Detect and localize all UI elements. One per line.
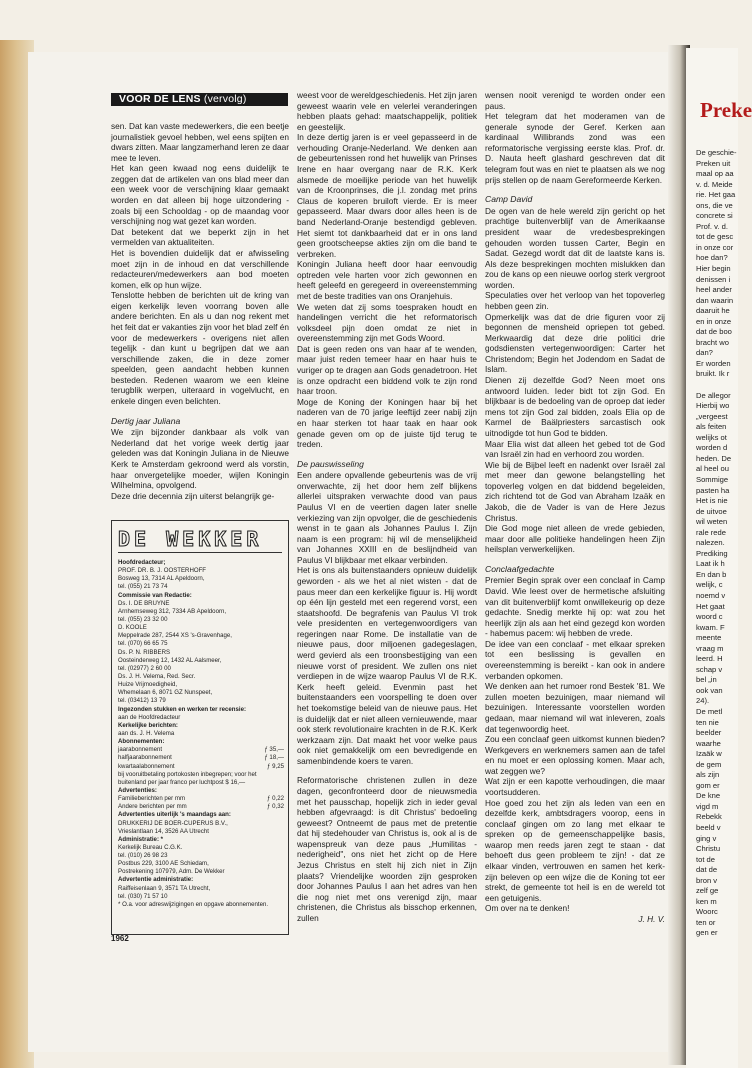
paragraph: Het kan geen kwaad nog eens duidelijk te zeggen dat de artikelen van ons blad meer dan een week voor de verschijning klaar gemaakt worden en dat alleen bij hoge uitzondering - zoals bij een Schooldag - op de maandag voor verschijning nog wat gezet kan worden.	[111, 163, 289, 227]
paragraph: Tenslotte hebben de berichten uit de kring van eigen kerkelijk leven voorrang boven alle andere berichten. En als u dan nog rekent met het feit dat er vakanties zijn voor het blad zelf én voor de medewerkers - overigens niet allen tegelijk - dan kunt u begrijpen dat we aan verschillende zaken, die in deze zomer speelden, geen aandacht hebben kunnen besteden. Redenen waarom we een kleine terugblik werpen, uiteraard in vogelvlucht, en enkele dingen even belichten.	[111, 290, 289, 407]
page-number: 1962	[111, 934, 129, 943]
masthead-line: Raiffeisenlaan 9, 3571 TA Utrecht,	[118, 884, 211, 892]
price-value: ƒ 35,—	[264, 746, 284, 754]
column-1	[111, 121, 289, 501]
subheading: De pauswisseling	[297, 458, 364, 469]
paragraph: Zou een conclaaf geen uitkomst kunnen bieden? Werkgevers en werknemers samen aan de tafel en nu moet er een oplossing komen. Maar ach, wat zeggen we?	[485, 734, 665, 776]
masthead	[118, 559, 284, 909]
masthead-note: * O.a. voor adreswijzigingen en opgave abonnementen.	[118, 900, 269, 908]
paragraph: wensen nooit verenigd te worden onder een paus.	[485, 90, 665, 111]
masthead-line: tel. (010) 26 98 23	[118, 852, 168, 860]
price-label: halfjaarabonnement	[118, 754, 172, 762]
price-row	[118, 763, 284, 771]
paragraph: sen. Dat kan vaste medewerkers, die een beetje journalistiek gevoel hebben, wel eens spijten en dwars zitten. Maar langzamerhand leren ze daar mee te leven.	[111, 121, 290, 163]
masthead-label: Administratie: *	[118, 835, 164, 843]
masthead-line: Ds. P. N. RIBBERS	[118, 648, 171, 656]
paragraph: Hoe goed zou het zijn als leden van een en dezelfde kerk, ambtsdragers voorop, eens in conclaaf gingen om zo lang met elkaar te spreken op de gemeenschappelijke basis, waarop men reeds jaren zegt te staan - dat behoeft dus geen probleem te zijn! - dat ze elkaar vinden, vertrouwen en samen het kerk-zijn beleven op een wijze die de Koning tot eer strekt, de gemeente tot heil is en de wereld tot een getuigenis.	[485, 797, 665, 903]
masthead-label: Advertenties:	[118, 786, 157, 794]
column-3	[485, 90, 665, 925]
section-header-sub: (vervolg)	[203, 93, 247, 105]
paragraph: weest voor de wereldgeschiedenis. Het zijn jaren geweest waarin vele en velerlei veranderingen hebben plaats gehad: maatschappelijk, politiek en geestelijk.	[297, 90, 477, 132]
masthead-line: tel. (070) 66 65 75	[118, 640, 168, 648]
paragraph: Speculaties over het verloop van het topoverleg hebben geen zin.	[485, 290, 665, 311]
masthead-line: tel. (055) 21 73 74	[118, 583, 168, 591]
price-label: Andere berichten per mm	[118, 803, 187, 811]
paragraph: Het is ons als buitenstaanders opnieuw duidelijk geworden - als we het al niet wisten - dat de paus meer dan een kerkelijke figuur is. Hij wordt op één lijn gesteld met een regerend vorst, een staatshoofd. De begrafenis van Paulus VI trok vele presidenten en vertegenwoordigers van regeringen naar Rome. De installatie van de nieuwe paus, door miljoenen gadegeslagen, werd gevierd als een troonsbestijging van een nieuwe vorst of president. We zullen ons niet verdiepen in de wijze waarop Paulus VI de R.K. Kerk heeft geleid. Evenmin past het buitenstaanders een voorspelling te doen over het toekomstige beleid van de nieuwe paus. Het is duidelijk dat er niet alleen vernieuwende, maar ook sterk revolutionaire krachten in de R.K. Kerk werkzaam zijn. Dat maakt het voor welke paus ook niet gemakkelijk om een bevredigende en samenbindende koers te varen.	[297, 565, 477, 766]
paragraph: Opmerkelijk was dat de drie figuren voor zij begonnen de mensheid opriepen tot gebed. Merkwaardig dat deze drie politici drie godsdiensten vertegenwoordigen: Carter het Christendom; Begin het Jodendom en Sadat de Islam.	[485, 311, 665, 375]
masthead-line: Bosweg 13, 7314 AL Apeldoorn,	[118, 575, 205, 583]
masthead-line: tel. (030) 71 57 10	[118, 892, 168, 900]
masthead-line: tel. (03412) 13 79	[118, 697, 166, 705]
masthead-line: Arnhemseweg 312, 7334 AB Apeldoorn,	[118, 607, 227, 615]
column-2	[297, 90, 477, 924]
masthead-label: Kerkelijke berichten:	[118, 721, 178, 729]
masthead-line: tel. (02977) 2 60 00	[118, 664, 171, 672]
price-value: ƒ 0,22	[267, 795, 284, 803]
de-wekker-logo: DE WEKKER	[118, 527, 263, 551]
price-value: ƒ 0,32	[267, 803, 284, 811]
price-label: Familieberichten per mm	[118, 795, 186, 803]
paragraph: In deze dertig jaren is er veel gepasseerd in de verhouding Oranje-Nederland. We denken aan de gebeurtenissen rond het huwelijk van Prinses Irene en haar overgang naar de R.K. Kerk alsmede de moeilijke periode van het huwelijk van de Kroonprinses, die j.l. zondag met prins Claus de koperen bruiloft vierde. Er is meer gepasseerd. Maar dwars door alles heen is de band Nederland-Oranje bestendigd gebleven. Het siemt tot dankbaarheid dat er in ons land geen grootscheepse akties zijn om die band te verbreken.	[297, 132, 477, 259]
paragraph: De ogen van de hele wereld zijn gericht op het prachtige buitenverblijf van de Amerikaanse president waar de vredesbesprekingen gehouden worden tussen Carter, Begin en Sadat. Gezegd wordt dat dit de laatste kans is. Als deze besprekingen mochten mislukken dan zou de kans op een nieuwe oorlog sterk vergroot worden.	[485, 205, 665, 290]
price-label: jaarabonnement	[118, 746, 163, 754]
subheading: Camp David	[485, 194, 533, 205]
masthead-line: tel. (055) 23 32 00	[118, 615, 168, 623]
paragraph: Het is bovendien duidelijk dat er afwisseling moet zijn in de inhoud en dat verschillende redacteuren/medewerkers aan bod moeten komen, elk op hun wijze.	[111, 247, 289, 290]
paragraph: Deze drie decennia zijn uiterst belangrijk ge-	[111, 490, 275, 501]
masthead-line: bij vooruitbetaling portokosten inbegrepen; voor het buitenland per jaar franco per luchtpost $ 16,—	[118, 770, 257, 786]
masthead-label: Advertenties uiterlijk 's maandags aan:	[118, 811, 231, 819]
paragraph: We weten dat zij soms toespraken houdt en handelingen verricht die het reformatorisch volksdeel pijn doen omdat ze niet in overeenstemming zijn met Gods Woord.	[297, 301, 477, 344]
masthead-line: Postbus 229, 3100 AE Schiedam,	[118, 860, 209, 868]
masthead-label: Ingezonden stukken en werken ter recensie:	[118, 705, 247, 713]
right-page-text: De geschie- Preken uit maal op aa v. d. Meide rie. Het gaa ons, die ve concrete si Prof. v. d. tot de gesc in onze cor hoe dan? Hier begin denissen i heel ander dan waarin daaruit he en in onze dat de boo bracht wo dan? Er worden bruikt. Ik r De allegor Hierbij wo „vergeest als feiten welijks ot worden d heden. De al heel ou Sommige pasten ha Het is nie de uitvoe wil weten rale rede nalezen. Prediking Laat ik h En dan b welijk, c noemd v Het gaat woord c kwam. F meente vraag m leerd. H schap v bel „in ook van 24). De metl ten nie beelder waarhe Izaäk w de gem als zijn gom er De kne vigd m Rebekk beeld v ging v Christu tot de dat de bron v zelf ge ken m Woorc ten or gen er	[696, 148, 737, 938]
masthead-line: Postrekening 107979, Adm. De Wekker	[118, 868, 225, 876]
price-row	[118, 795, 284, 803]
section-header	[111, 93, 288, 106]
price-row	[118, 746, 284, 754]
masthead-line: Ds. I. DE BRUYNE	[118, 599, 170, 607]
masthead-line: Huize Vrijmoedigheid,	[118, 681, 178, 689]
colophon-box	[111, 520, 289, 935]
paragraph: Dat is geen reden ons van haar af te wenden, maar juist reden temeer haar en haar huis te vuriger op te dragen aan Gods genadetroon. Het is onze opdracht een biddend volk te zijn rond haar troon.	[297, 343, 477, 397]
price-row	[118, 803, 284, 811]
price-value: ƒ 18,—	[264, 754, 284, 762]
price-value: ƒ 9,25	[267, 762, 284, 770]
masthead-line: Vrieslantlaan 14, 3526 AA Utrecht	[118, 827, 209, 835]
masthead-line: Oosteinderweg 12, 1432 AL Aalsmeer,	[118, 656, 222, 664]
paragraph: Moge de Koning der Koningen haar bij het naderen van de 70 jarige leeftijd zeer nabij zijn en haar sterken tot haar taak en haar ook genade geven om op de juiste tijd terug te treden.	[297, 396, 477, 450]
masthead-label: Commissie van Redactie:	[118, 591, 192, 599]
author-signature: J. H. V.	[638, 913, 665, 924]
paragraph: We denken aan het rumoer rond Bestek '81. We zullen moeten bezuinigen, maar niemand wil bezuinigen. Interessante voorstellen worden gedaan, maar niemand wil wat inleveren, zoals dat tegenwoordig heet.	[485, 681, 665, 734]
masthead-line: Kerkelijk Bureau C.G.K.	[118, 843, 183, 851]
masthead-line: aan de Hoofdredacteur	[118, 713, 181, 721]
paragraph: Premier Begin sprak over een conclaaf in Camp David. Wie leest over de hermetische afsluiting van dit buitenverblijf komt onwillekeurig op deze gedachte. Snedig merkte hij op: wat zou het heerlijk zijn als aan het eind gezegd kon worden - habemus pacem: wij hebben de vrede.	[485, 575, 665, 639]
paragraph: Wie bij de Bijbel leeft en nadenkt over Israël zal met meer dan gewone belangstelling het topoverleg volgen en dat biddend begeleiden, zich richtend tot de God van Abraham Izaäk en Jakob, die de Vader is van de Here Jezus Christus.	[485, 459, 665, 523]
right-page-edge	[686, 48, 752, 1068]
masthead-line: Ds. J. H. Velema, Red. Secr.	[118, 672, 196, 680]
subheading: Conclaafgedachte	[485, 563, 555, 574]
price-label: kwartaalabonnement	[118, 762, 175, 770]
masthead-label: Abonnementen:	[118, 738, 165, 746]
masthead-line: Whemelaan 6, 8071 GZ Nunspeet,	[118, 689, 213, 697]
paragraph: Dienen zij dezelfde God? Neen moet ons antwoord luiden. Ieder bidt tot zijn God. En blijkbaar is de bedoeling van de oproep dat ieder mens tot zijn God zal bidden, zoals Elia op de Karmel de Baälpriesters sarcastisch ook uitnodigde tot hun God te bidden.	[485, 375, 665, 438]
section-header-label: VOOR DE LENS	[119, 93, 201, 105]
right-page-title: Preke	[700, 98, 752, 122]
masthead-label: Hoofdredacteur;	[118, 559, 166, 566]
price-row	[118, 754, 284, 762]
paragraph: Die God moge niet alleen de vrede gebieden, maar door alle politieke handelingen heen Zijn heilsplan verwerkelijken.	[485, 523, 665, 555]
paragraph: Een andere opvallende gebeurtenis was de vrij onverwachte, zij het door hem zelf blijkens allerlei uitspraken verwachte dood van paus Paulus VI en de veertien dagen later snelle verkiezing van zijn opvolger, die de geschiedenis wenst in te gaan als Johannes Paulus I. Zijn naam is een program: hij wil de menselijkheid van Johannes XXIII en de beslijndheid van Paulus VI blijkbaar met elkaar verbinden.	[297, 470, 477, 565]
masthead-line: PROF. DR. B. J. OOSTERHOFF	[118, 567, 207, 575]
paragraph: De idee van een conclaaf - met elkaar spreken tot een beslissing is gevallen en overeenstemming is bereikt - kan ook in andere verbanden opkomen.	[485, 638, 665, 681]
paragraph: Dat betekent dat we beperkt zijn in het vermelden van aktualiteiten.	[111, 226, 289, 248]
paragraph: Maar Elia wist dat alleen het gebed tot de God van Israël zin had en verhoord zou worden.	[485, 438, 665, 460]
masthead-line: D. KOOLE	[118, 624, 147, 632]
paragraph: We zijn bijzonder dankbaar als volk van Nederland dat het vorige week dertig jaar geleden was dat Koningin Juliana in de Nieuwe Kerk te Amsterdam gekroond werd als vorstin, haar onvergetelijke moeder, wijlen Koningin Wilhelmina, opvolgend.	[111, 427, 289, 491]
paragraph: Het telegram dat het moderamen van de generale synode der Geref. Kerken aan kardinaal Willibrands zond was een reformatorische vergissing eerste klas. Prof. dr. D. Nauta heeft glashard geschreven dat dit telegram fout was en niet te plaatsen als we nog prijs stellen op de naam Gereformeerde Kerken.	[485, 111, 665, 185]
masthead-line: Meppelrade 287, 2544 XS 's-Gravenhage,	[118, 632, 232, 640]
paragraph: Reformatorische christenen zullen in deze dagen, geconfronteerd door de nieuwsmedia met het pausschap, hopelijk zich in ieder geval hebben afgevraagd: is dit Christus' bedoeling geweest? Ontneemt de paus met de pretentie dat hij stedehouder van Christus is, ook al is de wapenspreuk van deze paus „Humilitas - nederigheid", ons niet het zicht op de Here Jezus Christus en stelt hij zich niet in Zijn plaats? Vriendelijke woorden zijn gesproken door Johannes Paulus I aan het adres van hen die nog niet met ons verenigd zijn, maar christenen, die Christus als bisschop erkennen, zullen	[297, 775, 477, 923]
masthead-label: Advertentie administratie:	[118, 876, 194, 884]
masthead-line: aan ds. J. H. Velema	[118, 729, 175, 737]
paragraph: Wat zijn er een kapotte verhoudingen, die maar voortsudderen.	[485, 776, 665, 797]
paragraph: Koningin Juliana heeft door haar eenvoudig optreden vele harten voor zich gewonnen en heeft geleefd en geregeerd in overeenstemming met de beste tradities van ons Oranjehuis.	[297, 259, 477, 301]
subheading: Dertig jaar Juliana	[111, 415, 181, 426]
paragraph: Om over na te denken!	[485, 903, 570, 914]
masthead-line: DRUKKERIJ DE BOER-CUPERUS B.V.,	[118, 819, 228, 827]
divider	[118, 552, 282, 553]
